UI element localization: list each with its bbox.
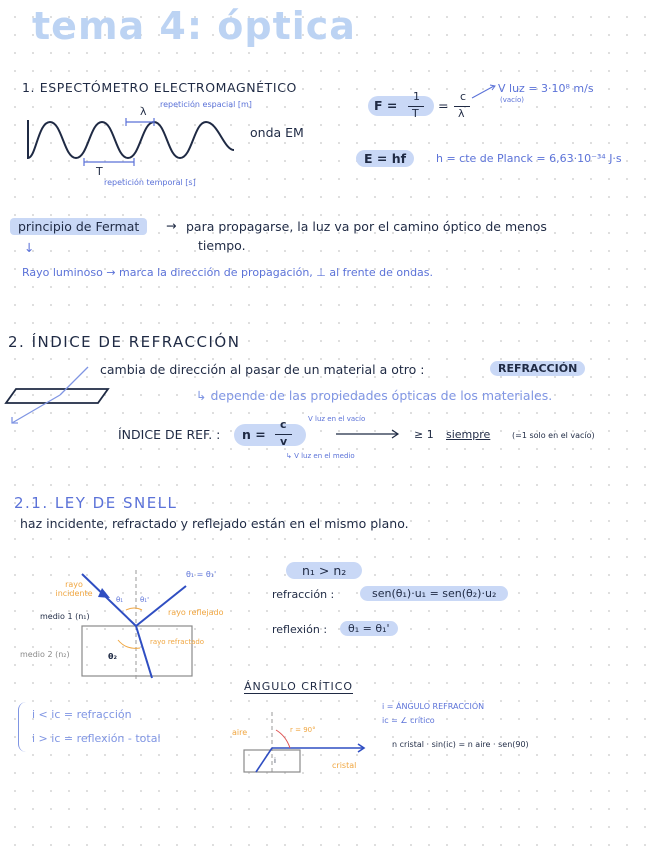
refraction-slab-diagram <box>4 365 114 435</box>
lambda-symbol: λ <box>140 105 147 118</box>
critical-angle-heading: ÁNGULO CRÍTICO <box>244 680 354 693</box>
down-arrow: ↓ <box>24 240 35 255</box>
fermat-principle-label: principio de Fermat <box>10 218 147 235</box>
em-wave-diagram <box>20 110 250 180</box>
vluz-arrow <box>470 82 500 102</box>
reflection-law: θ₁ = θ₁' <box>340 621 398 636</box>
i-label: i <box>274 757 276 765</box>
refraccion-highlight: REFRACCIÓN <box>490 361 585 376</box>
medium-2-label: medio 2 (n₂) <box>20 650 70 659</box>
section-2-heading: 2. ÍNDICE DE REFRACCIÓN <box>8 333 241 351</box>
rayo-luminoso: Rayo luminoso → marca la dirección de propagación, ⊥ al frente de ondas. <box>22 266 434 279</box>
period-symbol: T <box>96 165 103 178</box>
speed-of-light: V luz = 3·10⁸ m/s <box>498 82 594 95</box>
i-definition: i = ÁNGULO REFRACCIÓN <box>382 702 485 711</box>
spatial-repetition-label: repetición espacial [m] <box>160 100 252 109</box>
critical-formula: n cristal · sin(ic) = n aire · sen(90) <box>392 740 529 749</box>
reflected-ray-label: rayo reflejado <box>168 608 224 617</box>
properties-line: ↳ depende de las propiedades ópticas de los materiales. <box>196 388 553 403</box>
frequency-formula: F = 1 T = c λ <box>368 92 468 122</box>
v-vacuum-label: V luz en el vacío <box>308 415 366 423</box>
vacuum-note: (vacío) <box>500 96 524 104</box>
refraction-law: sen(θ₁)·u₁ = sen(θ₂)·u₂ <box>360 586 508 601</box>
vacuum-only-note: (=1 solo en el vacío) <box>512 431 595 440</box>
r-90-label: r = 90° <box>290 726 316 734</box>
cases-brace <box>18 702 27 752</box>
case-refraction: i < ic = refracción <box>32 708 132 721</box>
case-total-reflection: i > ic = reflexión - total <box>32 732 161 745</box>
reflection-law-label: reflexión : <box>272 623 328 636</box>
theta1-label: θ₁ <box>116 596 124 604</box>
v-medium-label: ↳ V luz en el medio <box>286 452 355 460</box>
refraction-line: cambia de dirección al pasar de un material a otro : <box>100 362 425 377</box>
refraction-law-label: refracción : <box>272 588 335 601</box>
theta-equality-small: θ₁ = θ₁' <box>186 570 217 579</box>
siempre: siempre <box>446 428 491 441</box>
fermat-arrow: → <box>166 218 177 233</box>
index-formula: n = c v <box>234 418 312 452</box>
air-label: aire <box>232 728 248 737</box>
ic-definition: ic = ∠ crítico <box>382 716 435 725</box>
section-1-heading: 1. ESPECTÓMETRO ELECTROMAGNÉTICO <box>22 80 297 95</box>
section-2-1-heading: 2.1. LEY DE SNELL <box>14 494 178 512</box>
theta1-prime-label: θ₁' <box>140 596 150 604</box>
energy-formula: E = hf <box>356 150 414 167</box>
planck-constant: h = cte de Planck = 6,63·10⁻³⁴ J·s <box>436 152 622 165</box>
long-arrow <box>336 428 406 440</box>
crystal-label: cristal <box>332 761 357 770</box>
incident-ray-label: rayo incidente <box>55 580 93 598</box>
n1-gt-n2: n₁ > n₂ <box>286 562 362 579</box>
ge-one: ≥ 1 <box>414 428 434 441</box>
theta2-label: θ₂ <box>108 652 117 661</box>
snell-plane-line: haz incidente, refractado y reflejado están en el mismo plano. <box>20 516 409 531</box>
snell-diagram <box>16 566 246 686</box>
temporal-repetition-label: repetición temporal [s] <box>104 178 196 187</box>
fermat-text-2: tiempo. <box>198 238 246 253</box>
medium-1-label: medio 1 (n₁) <box>40 612 90 621</box>
wave-label: onda EM <box>250 125 304 140</box>
index-label: ÍNDICE DE REF. : <box>118 427 221 442</box>
page-title: tema 4: óptica <box>32 4 356 48</box>
fermat-text: para propagarse, la luz va por el camino óptico de menos <box>186 219 547 234</box>
refracted-ray-label: rayo refractado <box>150 638 205 646</box>
